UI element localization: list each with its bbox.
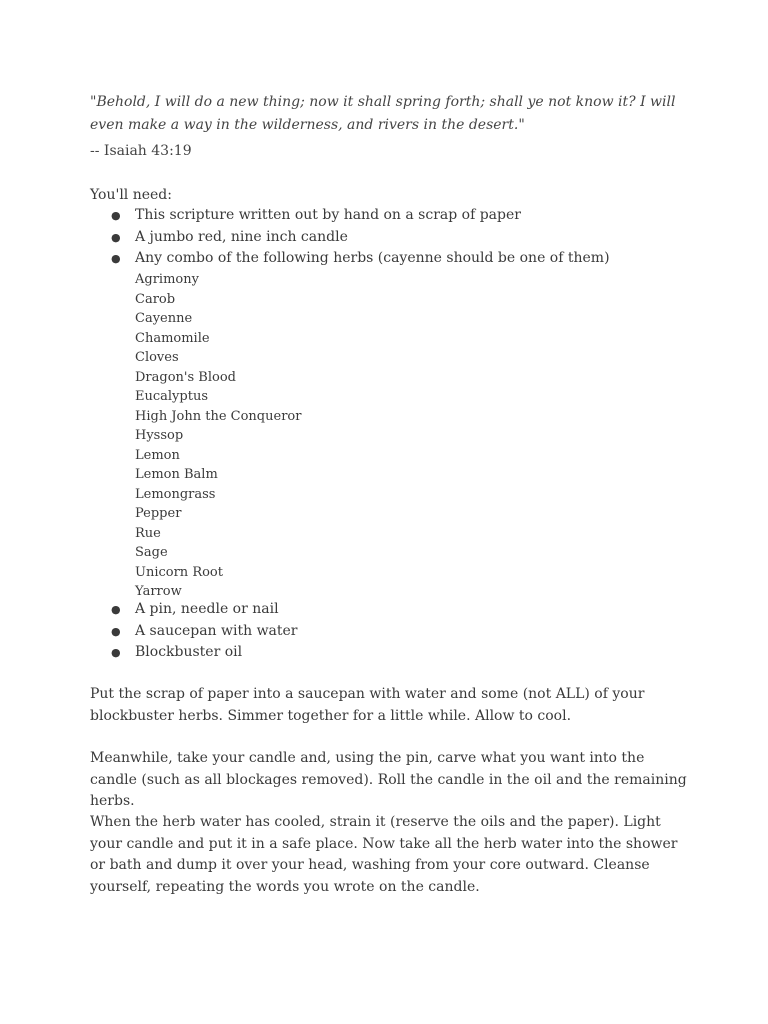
list-item-text: A jumbo red, nine inch candle: [135, 228, 348, 245]
instruction-paragraph: When the herb water has cooled, strain it (reserve the oils and the paper). Light your candle and put it in a safe place. Now take all the herb water into the shower or bath and dump it over your head, washing from your core outward. Cleanse yourself, repeating the words you wrote on the candle.: [90, 814, 678, 895]
herb-item: Carob: [135, 291, 176, 307]
herb-item: Unicorn Root: [135, 564, 223, 580]
list-item-text: Blockbuster oil: [135, 644, 243, 660]
needs-heading: You'll need:: [90, 187, 172, 203]
scripture-citation: -- Isaiah 43:19: [90, 143, 192, 159]
list-item-text: A pin, needle or nail: [135, 601, 279, 617]
bullet-icon: ●: [111, 603, 121, 616]
herb-item: Chamomile: [135, 330, 210, 346]
herb-item: Pepper: [135, 506, 182, 521]
herb-item: Cayenne: [135, 311, 193, 326]
herb-list: [135, 270, 301, 602]
herb-item: Rue: [135, 525, 161, 541]
list-item: [90, 248, 610, 270]
needs-list-top: [90, 205, 610, 270]
herb-item: Eucalyptus: [135, 389, 208, 404]
herb-item: Lemongrass: [135, 486, 216, 502]
herb-item: Dragon's Blood: [135, 369, 236, 385]
bullet-icon: ●: [111, 230, 121, 244]
bullet-icon: ●: [111, 209, 121, 222]
bullet-icon: ●: [111, 624, 121, 638]
scripture-quote: "Behold, I will do a new thing; now it shall spring forth; shall ye not know it? I will even make a way in the wilderness, and rivers in the desert.": [90, 94, 676, 133]
herb-item: Yarrow: [135, 584, 182, 599]
needs-list-bottom: [90, 599, 298, 664]
list-item-text: Any combo of the following herbs (cayenne should be one of them): [135, 250, 610, 266]
herb-item: Lemon Balm: [135, 467, 218, 482]
list-item: [90, 227, 610, 249]
herb-item: Sage: [135, 545, 168, 560]
bullet-icon: ●: [111, 252, 121, 265]
instruction-paragraph: Put the scrap of paper into a saucepan with water and some (not ALL) of your blockbuster herbs. Simmer together for a little while. Allow to cool.: [90, 686, 645, 724]
herb-item: Hyssop: [135, 428, 184, 443]
herb-item: Cloves: [135, 350, 179, 365]
list-item-text: This scripture written out by hand on a scrap of paper: [135, 207, 521, 223]
list-item-text: A saucepan with water: [135, 622, 298, 639]
herb-item: High John the Conqueror: [135, 408, 302, 424]
list-item: [90, 599, 298, 621]
instruction-paragraph: Meanwhile, take your candle and, using the pin, carve what you want into the candle (such as all blockages removed). Roll the candle in the oil and the remaining herbs.: [90, 750, 687, 809]
herb-item: Lemon: [135, 447, 180, 463]
list-item: [90, 621, 298, 643]
list-item: [90, 205, 610, 227]
herb-item: Agrimony: [135, 272, 199, 287]
list-item: [90, 642, 298, 664]
bullet-icon: ●: [111, 646, 121, 659]
